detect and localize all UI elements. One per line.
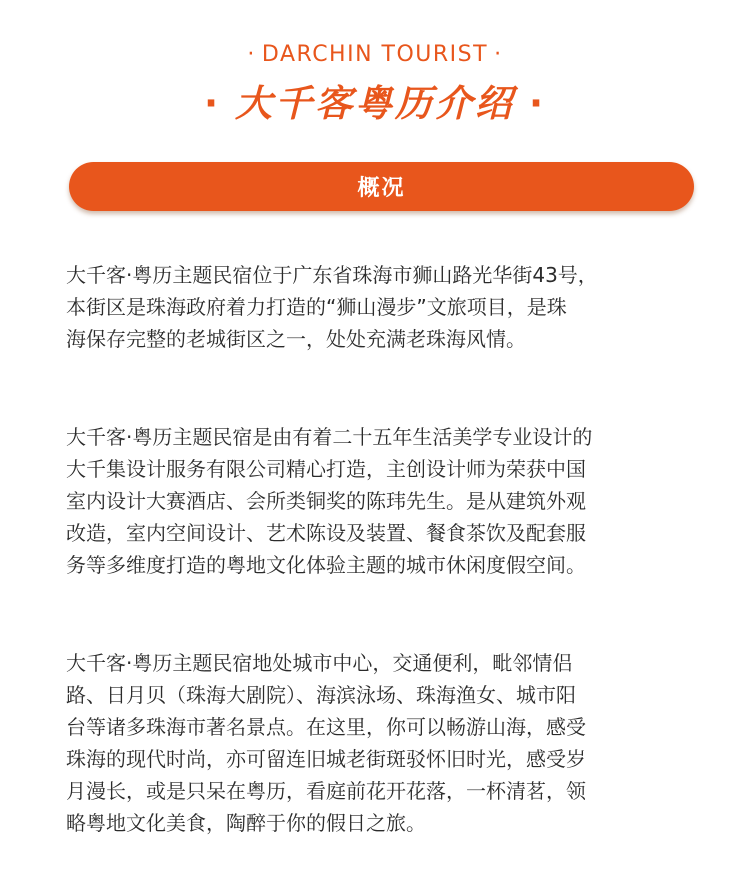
paragraph-line: 大千客·粤历主题民宿地处城市中心，交通便利，毗邻情侣 — [66, 651, 573, 675]
title-dot-right: · — [529, 82, 547, 125]
brand-subtitle — [0, 38, 750, 72]
title-text: 大千客粤历介绍 — [235, 82, 515, 125]
paragraph-line: 略粤地文化美食，陶醉于你的假日之旅。 — [66, 811, 426, 835]
paragraph-design — [66, 421, 706, 581]
title-dot-left: · — [203, 82, 221, 125]
paragraph-line: 珠海的现代时尚，亦可留连旧城老街斑驳怀旧时光，感受岁 — [66, 747, 586, 771]
subtitle-dot-right: · — [494, 42, 503, 67]
paragraph-line: 月漫长，或是只呆在粤历，看庭前花开花落，一杯清茗，领 — [66, 779, 586, 803]
subtitle-dot-left: · — [247, 42, 256, 67]
paragraph-line: 务等多维度打造的粤地文化体验主题的城市休闲度假空间。 — [66, 553, 586, 577]
paragraph-location — [66, 259, 706, 355]
page-title — [0, 78, 750, 130]
paragraph-line: 大千客·粤历主题民宿是由有着二十五年生活美学专业设计的 — [66, 425, 593, 449]
paragraph-surroundings — [66, 647, 706, 839]
paragraph-line: 路、日月贝（珠海大剧院）、海滨泳场、珠海渔女、城市阳 — [66, 683, 576, 707]
paragraph-line: 大千集设计服务有限公司精心打造，主创设计师为荣获中国 — [66, 457, 586, 481]
subtitle-text: DARCHIN TOURIST — [261, 42, 489, 67]
paragraph-line: 海保存完整的老城街区之一，处处充满老珠海风情。 — [66, 327, 526, 351]
paragraph-line: 台等诸多珠海市著名景点。在这里，你可以畅游山海，感受 — [66, 715, 586, 739]
paragraph-line: 本街区是珠海政府着力打造的“狮山漫步”文旅项目，是珠 — [66, 295, 567, 319]
section-header-overview — [69, 162, 694, 211]
paragraph-line: 改造，室内空间设计、艺术陈设及装置、餐食茶饮及配套服 — [66, 521, 586, 545]
paragraph-line: 大千客·粤历主题民宿位于广东省珠海市狮山路光华街43号， — [66, 263, 598, 287]
paragraph-line: 室内设计大赛酒店、会所类铜奖的陈玮先生。是从建筑外观 — [66, 489, 586, 513]
section-header-label: 概况 — [357, 176, 406, 201]
